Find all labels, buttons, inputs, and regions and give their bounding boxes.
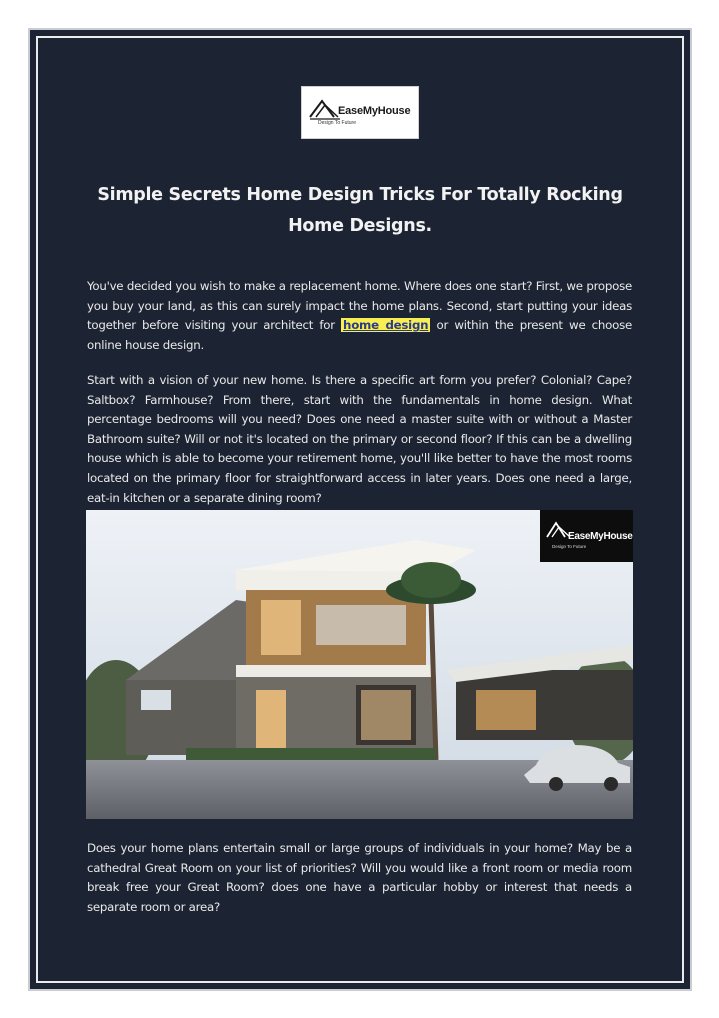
paragraph-3: Does your home plans entertain small or large groups of individuals in your home? May be a cathedral Great Room on your list of priorities? Will you would like a front room or media room break free your Great Room? does one have a particular hobby or interest that needs a separate room or area? <box>87 841 632 914</box>
article-title: Simple Secrets Home Design Tricks For Totally Rocking Home Designs. <box>97 185 623 236</box>
logo-name: EaseMyHouse <box>338 105 411 117</box>
house-photo <box>86 510 633 819</box>
paragraph-1-text-before: You've decided you wish to make a replacement home. Where does one start? First, we propose you buy your land, as this can surely impact the home plans. Second, start putting your ideas together before visiting your architect for <box>87 279 632 333</box>
watermark-name: EaseMyHouse <box>568 531 633 542</box>
logo-tagline: Design To Future <box>318 120 356 126</box>
image-watermark-logo <box>540 510 633 562</box>
brand-logo <box>301 86 419 139</box>
home-design-link[interactable]: home design <box>343 318 429 333</box>
paragraph-2: Start with a vision of your new home. Is there a specific art form you prefer? Colonial? Cape? Saltbox? Farmhouse? From there, start with the fundamentals in home design. What percentage bedrooms will you need? Does one need a master suite with or without a Master Bathroom suite? Will or not it's located on the primary or second floor? If this can be a dwelling house which is able to become your retirement home, you'll like better to have the most rooms located on the primary floor for straightforward access in later years. Does one need a large, eat-in kitchen or a separate dining room? <box>87 373 632 505</box>
paragraph-1-text-after: or within the present we choose online house design. <box>87 318 632 352</box>
paragraph-1 <box>87 277 632 355</box>
watermark-tagline: Design To Future <box>552 544 587 549</box>
house-roof-icon <box>308 97 342 121</box>
